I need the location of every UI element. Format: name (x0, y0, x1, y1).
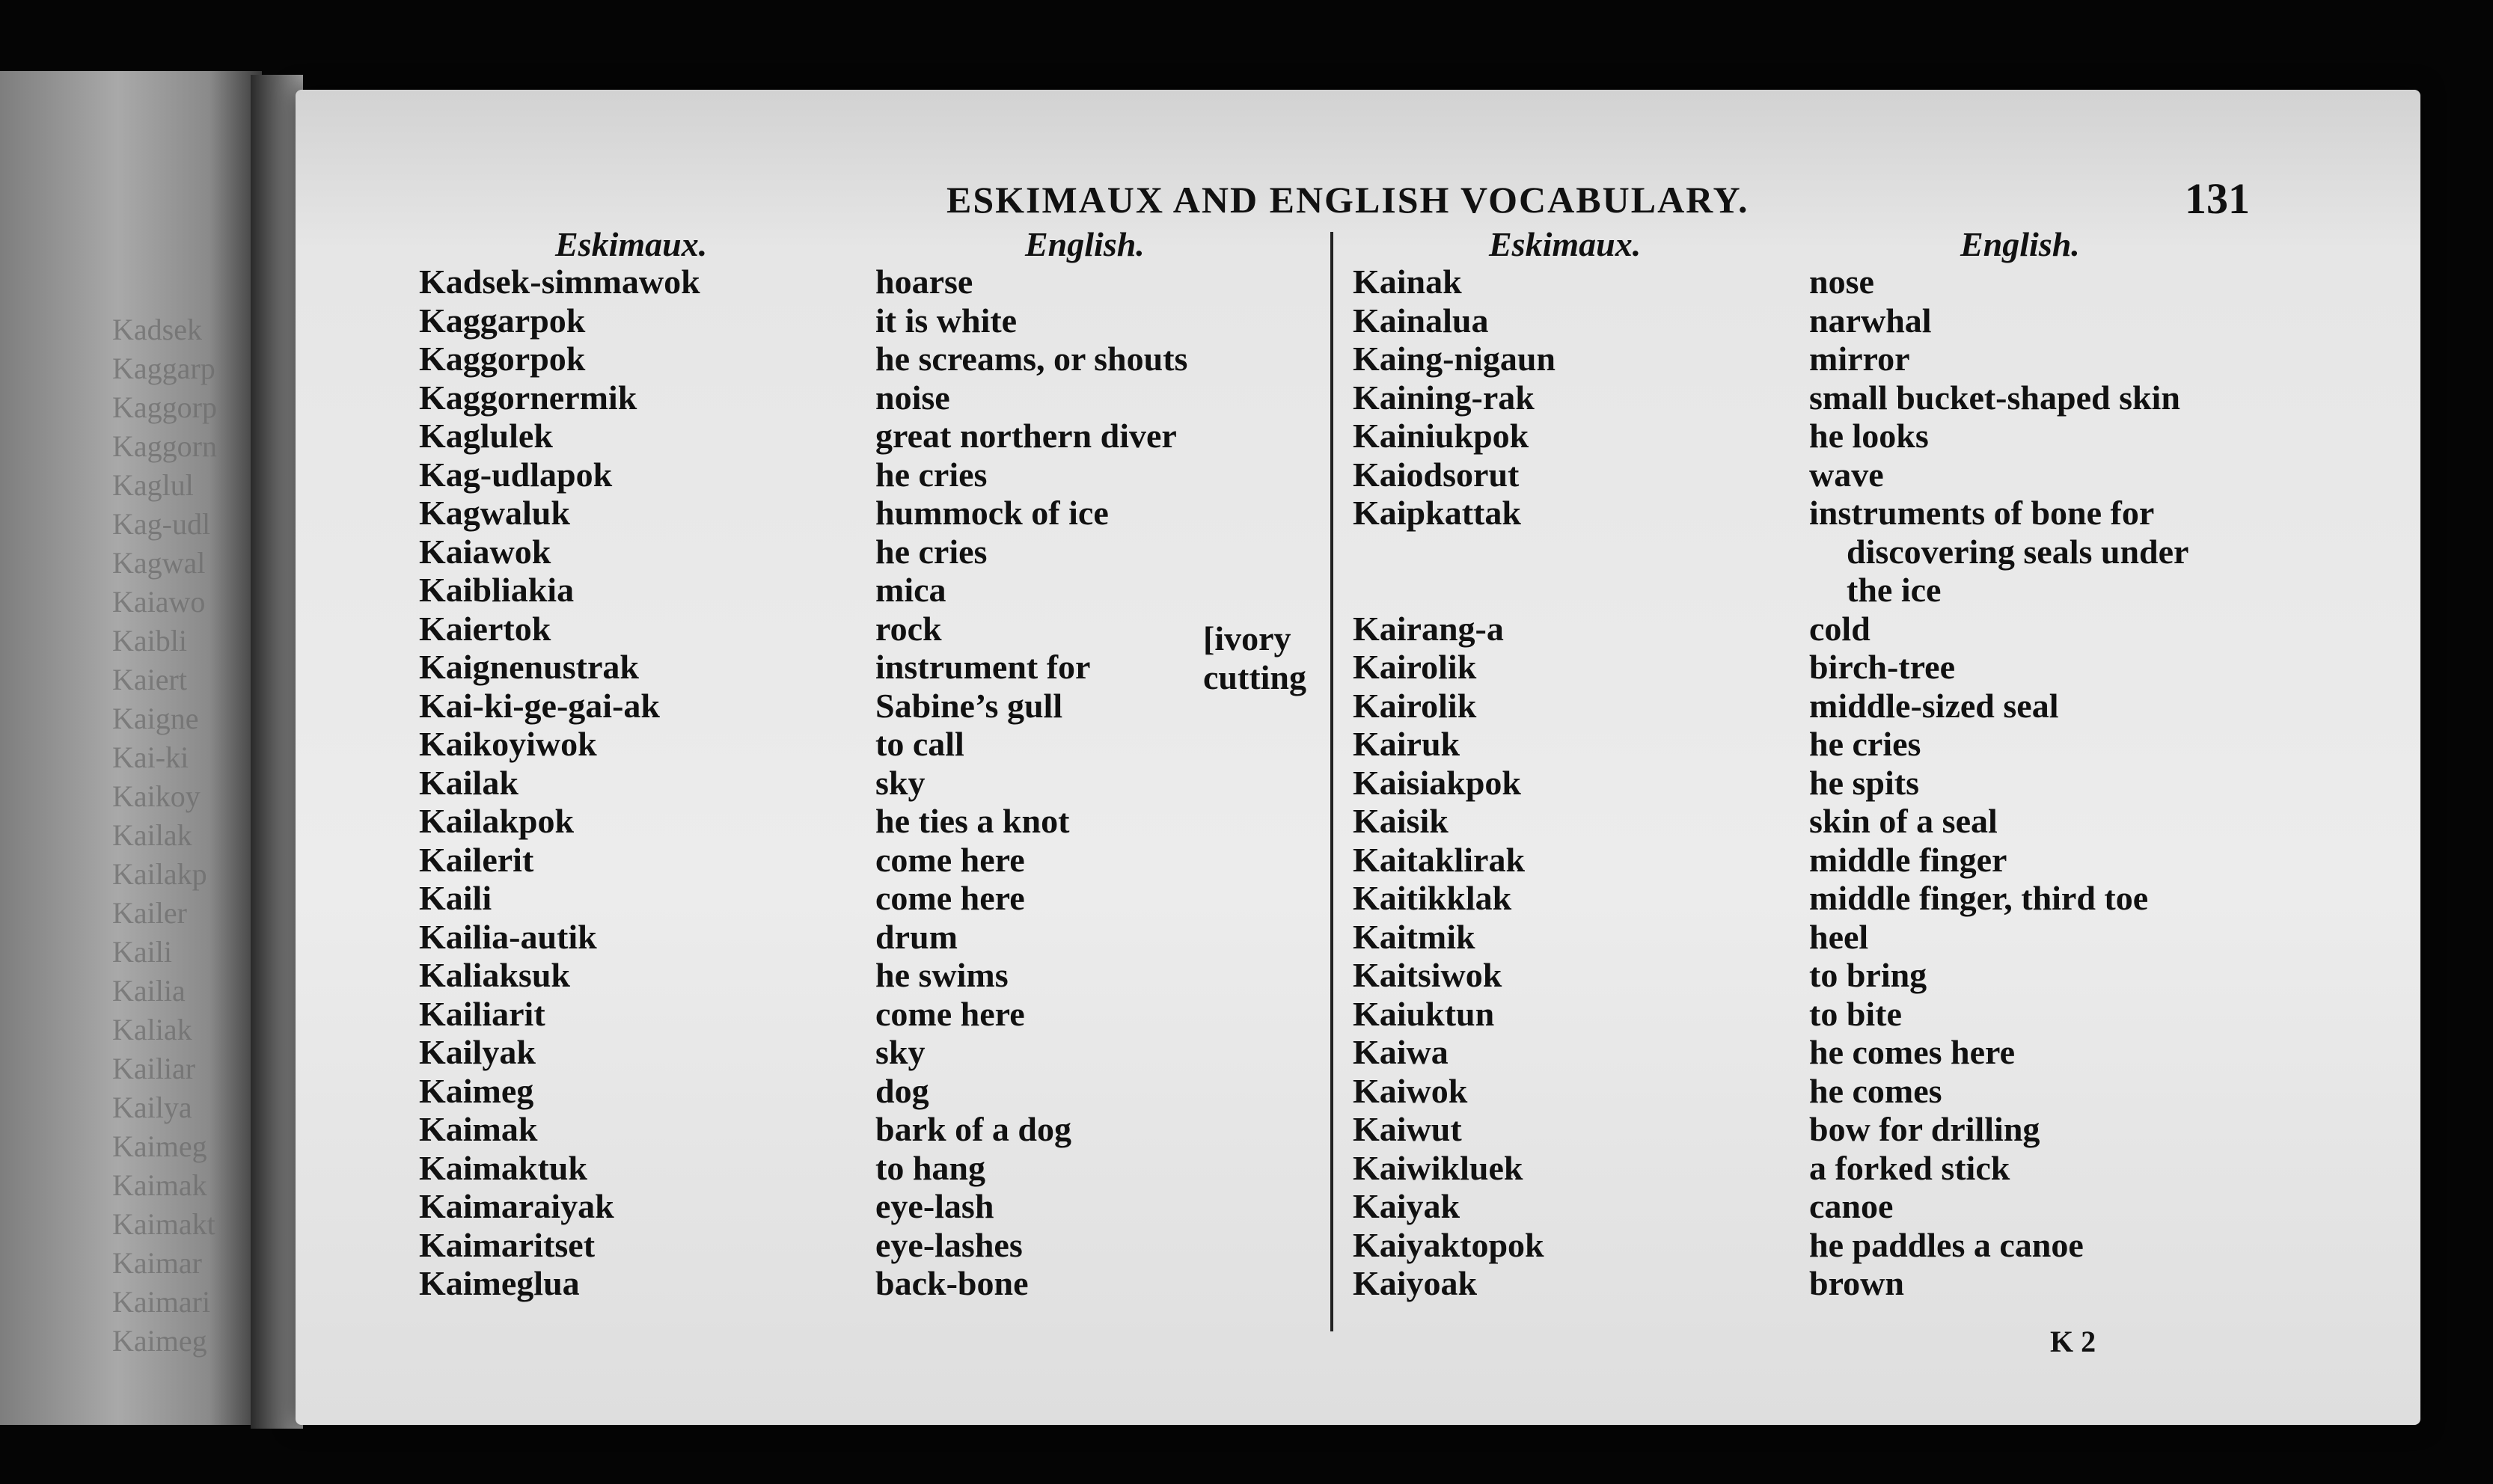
eskimaux-word: Kaimeglua (419, 1264, 580, 1302)
eskimaux-word: Kaibliakia (419, 571, 575, 609)
eskimaux-word: Kairang-a (1353, 609, 1504, 648)
english-gloss: to call (875, 725, 964, 763)
eskimaux-word: Kaimaritset (419, 1225, 596, 1264)
eskimaux-word: Kaimaraiyak (419, 1187, 614, 1225)
eskimaux-word: Kaipkattak (1353, 494, 1521, 532)
english-gloss: bark of a dog (875, 1110, 1071, 1148)
eskimaux-word: Kaimak (419, 1110, 538, 1148)
eskimaux-word: Kaignenustrak (419, 648, 639, 686)
eskimaux-word: Kairolik (1353, 686, 1477, 725)
column-divider (1330, 232, 1333, 1331)
eskimaux-word: Kaitikklak (1353, 879, 1512, 917)
eskimaux-word: Kaikoyiwok (419, 725, 597, 763)
english-gloss: hummock of ice (875, 494, 1109, 532)
running-title: ESKIMAUX AND ENGLISH VOCABULARY. (946, 179, 1749, 221)
english-gloss: brown (1809, 1264, 1904, 1302)
english-gloss: drum (875, 917, 958, 956)
eskimaux-word: Kaitsiwok (1353, 956, 1502, 994)
english-gloss: he cries (1809, 725, 1921, 763)
page-number: 131 (2185, 174, 2250, 223)
english-gloss: dog (875, 1071, 929, 1110)
english-gloss: to hang (875, 1148, 985, 1187)
eskimaux-word: Kainak (1353, 263, 1462, 301)
english-gloss: great northern diver (875, 417, 1177, 455)
english-gloss: skin of a seal (1809, 802, 1998, 840)
english-gloss: middle finger (1809, 840, 2007, 879)
signature-mark: K 2 (2050, 1325, 2096, 1358)
english-gloss: noise (875, 378, 950, 417)
english-gloss: mirror (1809, 340, 1910, 378)
english-gloss: heel (1809, 917, 1869, 956)
english-gloss: come here (875, 879, 1025, 917)
english-gloss: eye-lash (875, 1187, 994, 1225)
english-gloss: he screams, or shouts (875, 340, 1188, 378)
eskimaux-word: Kaitaklirak (1353, 840, 1526, 879)
side-note-line: [ivory (1203, 619, 1291, 657)
english-gloss: middle-sized seal (1809, 686, 2059, 725)
english-gloss: it is white (875, 301, 1018, 340)
right-heading-english: English. (1960, 225, 2080, 263)
english-gloss: back-bone (875, 1264, 1029, 1302)
eskimaux-word: Kaggornermik (419, 378, 637, 417)
eskimaux-word: Kaiwok (1353, 1071, 1468, 1110)
eskimaux-word: Kaiwa (1353, 1033, 1449, 1071)
english-gloss: instruments of bone for (1809, 494, 2155, 532)
left-heading-english: English. (1025, 225, 1145, 263)
english-gloss: cold (1809, 609, 1870, 648)
english-gloss: nose (1809, 263, 1874, 301)
eskimaux-word: Kaitmik (1353, 917, 1475, 956)
facing-page-bleed: Kadsek Kaggarp Kaggorp Kaggorn Kaglul Kag-udl Kagwal Kaiawo Kaibli Kaiert Kaigne Kai-ki Kaikoy Kailak Kailakp Kailer Kaili Kailia Kaliak Kailiar Kailya Kaimeg Kaimak Kaimakt Kaimar Kaimari Kaimeg (112, 313, 217, 1358)
english-gloss: a forked stick (1809, 1148, 2010, 1187)
english-gloss: he ties a knot (875, 802, 1070, 840)
english-gloss: he looks (1809, 417, 1929, 455)
eskimaux-word: Kaiuktun (1353, 994, 1495, 1033)
right-heading-eskimaux: Eskimaux. (1489, 225, 1642, 263)
english-gloss: birch-tree (1809, 648, 1956, 686)
eskimaux-word: Kaiwikluek (1353, 1148, 1523, 1187)
english-gloss: he comes here (1809, 1033, 2016, 1071)
left-heading-eskimaux: Eskimaux. (555, 225, 708, 263)
eskimaux-word: Kaing-nigaun (1353, 340, 1556, 378)
eskimaux-word: Kaiawok (419, 532, 551, 571)
english-gloss: sky (875, 1033, 926, 1071)
eskimaux-word: Kaisiakpok (1353, 763, 1521, 802)
side-note-line: cutting (1203, 657, 1306, 696)
eskimaux-word: Kag-udlapok (419, 455, 613, 494)
english-gloss: bow for drilling (1809, 1110, 2040, 1148)
eskimaux-word: Kaglulek (419, 417, 553, 455)
eskimaux-word: Kaliaksuk (419, 956, 570, 994)
gloss-continuation: the ice (1847, 571, 1942, 609)
english-gloss: narwhal (1809, 301, 1932, 340)
english-gloss: come here (875, 840, 1025, 879)
eskimaux-word: Kagwaluk (419, 494, 570, 532)
english-gloss: middle finger, third toe (1809, 879, 2149, 917)
eskimaux-word: Kaiertok (419, 609, 551, 648)
eskimaux-word: Kailia-autik (419, 917, 597, 956)
eskimaux-word: Kaining-rak (1353, 378, 1535, 417)
eskimaux-word: Kaggarpok (419, 301, 586, 340)
english-gloss: rock (875, 609, 942, 648)
eskimaux-word: Kainiukpok (1353, 417, 1529, 455)
eskimaux-word: Kaimaktuk (419, 1148, 587, 1187)
english-gloss: eye-lashes (875, 1225, 1023, 1264)
english-gloss: he cries (875, 532, 988, 571)
english-gloss: wave (1809, 455, 1884, 494)
eskimaux-word: Kaggorpok (419, 340, 586, 378)
eskimaux-word: Kaiyaktopok (1353, 1225, 1544, 1264)
eskimaux-word: Kai-ki-ge-gai-ak (419, 686, 660, 725)
eskimaux-word: Kailiarit (419, 994, 545, 1033)
english-gloss: small bucket-shaped skin (1809, 378, 2180, 417)
eskimaux-word: Kaisik (1353, 802, 1449, 840)
eskimaux-word: Kaiyak (1353, 1187, 1460, 1225)
english-gloss: he paddles a canoe (1809, 1225, 2084, 1264)
english-gloss: instrument for (875, 648, 1091, 686)
eskimaux-word: Kaiwut (1353, 1110, 1462, 1148)
english-gloss: mica (875, 571, 946, 609)
english-gloss: Sabine’s gull (875, 686, 1063, 725)
eskimaux-word: Kailakpok (419, 802, 575, 840)
english-gloss: to bite (1809, 994, 1902, 1033)
facing-page-edge (0, 71, 262, 1425)
english-gloss: come here (875, 994, 1025, 1033)
eskimaux-word: Kaimeg (419, 1071, 534, 1110)
gloss-continuation: discovering seals under (1847, 532, 2189, 571)
eskimaux-word: Kadsek-simmawok (419, 263, 700, 301)
eskimaux-word: Kailyak (419, 1033, 536, 1071)
english-gloss: sky (875, 763, 926, 802)
english-gloss: to bring (1809, 956, 1927, 994)
eskimaux-word: Kailerit (419, 840, 534, 879)
eskimaux-word: Kairolik (1353, 648, 1477, 686)
eskimaux-word: Kairuk (1353, 725, 1460, 763)
english-gloss: hoarse (875, 263, 973, 301)
english-gloss: he spits (1809, 763, 1919, 802)
eskimaux-word: Kainalua (1353, 301, 1489, 340)
eskimaux-word: Kaili (419, 879, 492, 917)
english-gloss: he swims (875, 956, 1009, 994)
side-note (1203, 619, 1306, 696)
eskimaux-word: Kaiodsorut (1353, 455, 1520, 494)
english-gloss: he cries (875, 455, 988, 494)
eskimaux-word: Kaiyoak (1353, 1264, 1478, 1302)
eskimaux-word: Kailak (419, 763, 519, 802)
english-gloss: canoe (1809, 1187, 1894, 1225)
english-gloss: he comes (1809, 1071, 1942, 1110)
